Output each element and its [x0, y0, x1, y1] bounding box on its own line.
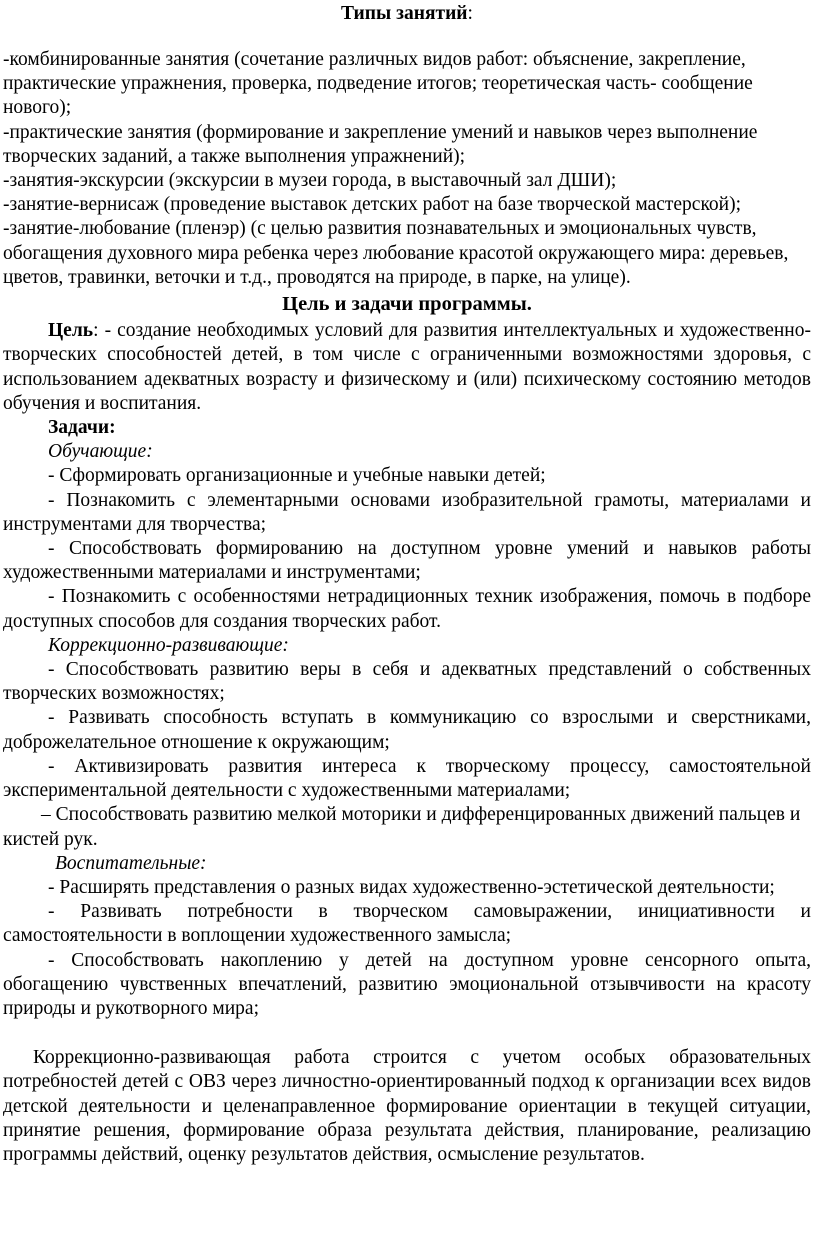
lesson-type-excursion: -занятия-экскурсии (экскурсии в музеи города, в выставочный зал ДШИ); — [3, 170, 617, 192]
task-item: – Способствовать развитию мелкой моторики и дифференцированных движений пальцев и кистей рук. — [3, 804, 801, 850]
task-item: - Способствовать накоплению у детей на доступном уровне сенсорного опыта, обогащению чувственных впечатлений, развитию эмоциональной отзывчивости на красоту природы и рукотворного мира; — [3, 949, 811, 1019]
closing-paragraph: Коррекционно-развивающая работа строится с учетом особых образовательных потребностей детей с ОВЗ через личностно-ориентированный подход к организации всех видов детской деятельности и целенаправленное формирование ориентации в текущей ситуации, принятие решения, формирование образа результата действия, планирование, реализацию программы действий, оценку результатов действия, осмысление результатов. — [3, 1047, 811, 1165]
task-item: - Расширять представления о разных видах художественно-эстетической деятельности; — [48, 876, 775, 898]
document-page — [3, 0, 811, 1167]
program-heading: Цель и задачи программы. — [282, 293, 532, 316]
task-item: - Развивать потребности в творческом самовыражении, инициативности и самостоятельности в воплощении художественного замысла; — [3, 901, 811, 947]
group-label-correctional: Коррекционно-развивающие: — [48, 634, 289, 656]
goal-text: : - создание необходимых условий для развития интеллектуальных и художественно-творческих способностей детей, в том числе с ограниченными возможностями здоровья, с использованием адекватных возрасту и физическому и (или) психическому состоянию методов обучения и воспитания. — [3, 320, 811, 414]
task-item: - Познакомить с элементарными основами изобразительной грамоты, материалами и инструментами для творчества; — [3, 489, 811, 535]
group-label-educational: Воспитательные: — [55, 852, 207, 874]
lesson-type-plein-air: -занятие-любование (пленэр) (с целью развития познавательных и эмоциональных чувств, обогащения духовного мира ребенка через любование красотой окружающего мира: деревьев, цветов, травинки, веточки и т.д., проводятся на природе, в парке, на улице). — [3, 218, 789, 288]
task-item: - Способствовать развитию веры в себя и адекватных представлений о собственных творческих возможностях; — [3, 659, 811, 705]
task-item: - Познакомить с особенностями нетрадиционных техник изображения, помочь в подборе доступных способов для создания творческих работ. — [3, 586, 811, 632]
task-item: - Способствовать формированию на доступном уровне умений и навыков работы художественными материалами и инструментами; — [3, 538, 811, 584]
lesson-type-combined: -комбинированные занятия (сочетание различных видов работ: объяснение, закрепление, практические упражнения, проверка, подведение итогов; теоретическая часть- сообщение нового); — [3, 49, 753, 119]
lesson-types-title: Типы занятий: — [341, 3, 473, 24]
lesson-type-practical: -практические занятия (формирование и закрепление умений и навыков через выполнение творческих заданий, а также выполнения упражнений); — [3, 121, 758, 167]
tasks-label: Задачи: — [48, 417, 116, 439]
program-goal — [3, 319, 811, 416]
task-item: - Сформировать организационные и учебные навыки детей; — [48, 465, 546, 487]
lesson-type-vernissage: -занятие-вернисаж (проведение выставок детских работ на базе творческой мастерской); — [3, 194, 742, 216]
task-item: - Активизировать развития интереса к творческому процессу, самостоятельной экспериментальной деятельности с художественными материалами; — [3, 755, 811, 802]
goal-label: Цель — [48, 320, 94, 342]
task-item: - Развивать способность вступать в коммуникацию со взрослыми и сверстниками, доброжелательное отношение к окружающим; — [3, 707, 811, 753]
group-label-teaching: Обучающие: — [48, 441, 153, 463]
